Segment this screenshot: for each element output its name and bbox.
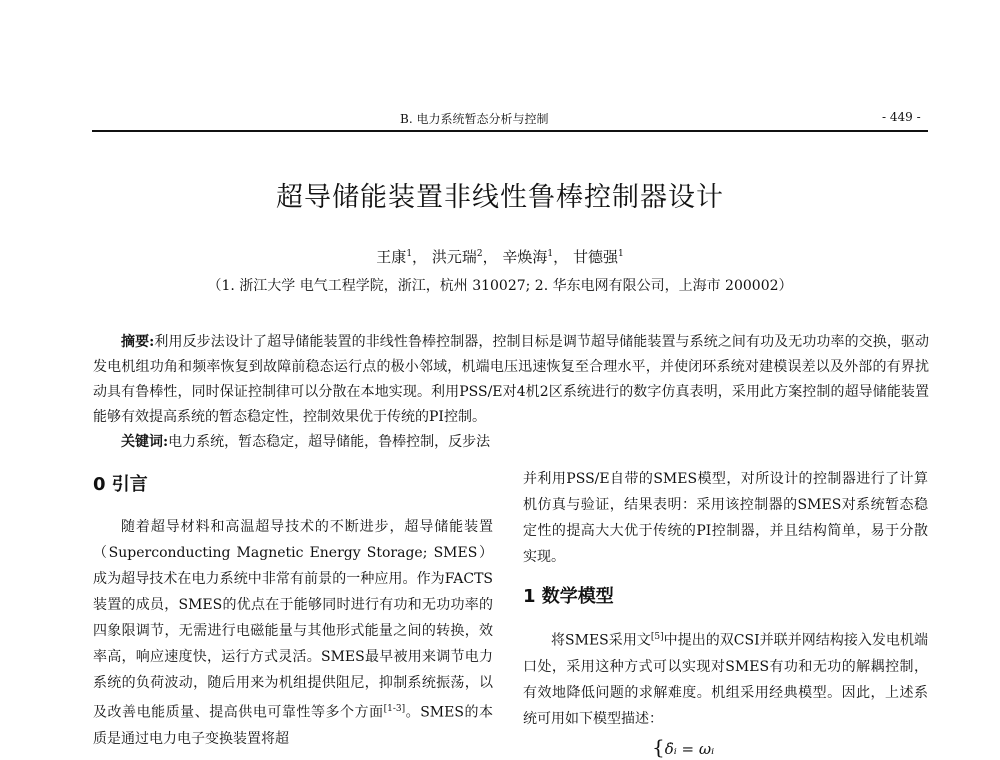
keywords-text: 电力系统，暂态稳定，超导储能，鲁棒控制，反步法 [168, 434, 491, 450]
abstract-block [93, 330, 929, 455]
model-paragraph [523, 624, 928, 732]
author-name: 洪元瑞 [431, 248, 477, 266]
abstract-text: 利用反步法设计了超导储能装置的非线性鲁棒控制器，控制目标是调节超导储能装置与系统之间有功及无功功率的交换，驱动发电机组功角和频率恢复到故障前稳态运行点的极小邻域，机端电压迅速恢复至合理水平，并使闭环系统对建模误差以及外部的有界扰动具有鲁棒性，同时保证控制律可以分散在本地实现。利用PSS/E对4机2区系统进行的数字仿真表明，采用此方案控制的超导储能装置能够有效提高系统的暂态稳定性，控制效果优于传统的PI控制。 [93, 334, 929, 425]
equation [652, 735, 714, 759]
author-separator: ， [553, 248, 569, 266]
left-column [93, 466, 493, 752]
header-rule [92, 130, 928, 132]
running-head-title: B. 电力系统暂态分析与控制 [400, 112, 549, 126]
equation-brace: { [652, 735, 665, 759]
right-column [523, 466, 928, 732]
author-separator: ， [412, 248, 428, 266]
author-name: 甘德强 [572, 248, 618, 266]
model-text-continued: 中提出的双CSI并联并网结构接入发电机端口处，采用这种方式可以实现对SMES有功和无功的解耦控制，有效地降低问题的求解难度。机组采用经典模型。因此，上述系统可用如下模型描述： [523, 632, 928, 727]
author-name: 辛焕海 [502, 248, 548, 266]
abstract-paragraph [93, 330, 929, 430]
intro-paragraph [93, 514, 493, 752]
citation-ref: [5] [650, 632, 664, 642]
keywords-paragraph [93, 430, 929, 455]
citation-ref: [1-3] [383, 704, 406, 714]
abstract-label: 摘要: [121, 334, 155, 350]
model-text: 将SMES采用文 [551, 632, 651, 649]
paper-title: 超导储能装置非线性鲁棒控制器设计 [276, 182, 724, 213]
author-affil-mark: 1 [406, 249, 413, 259]
author-separator: ， [482, 248, 498, 266]
affiliation: （1. 浙江大学 电气工程学院，浙江，杭州 310027; 2. 华东电网有限公司，上海市 200002） [207, 278, 793, 294]
author-affil-mark: 1 [547, 249, 554, 259]
intro-conclusion-paragraph: 并利用PSS/E自带的SMES模型，对所设计的控制器进行了计算机仿真与验证，结果表明：采用该控制器的SMES对系统暂态稳定性的提高大大优于传统的PI控制器，并且结构简单，易于分散实现。 [523, 471, 928, 565]
author-name: 王康 [376, 248, 407, 266]
intro-text: 随着超导材料和高温超导技术的不断进步，超导储能装置（Superconducting Magnetic Energy Storage; SMES）成为超导技术在电力系统中非常有前景的一种应用。作为FACTS装置的成员，SMES的优点在于能够同时进行有功和无功功率的四象限调节，无需进行电磁能量与其他形式能量之间的转换，效率高，响应速度快，运行方式灵活。SMES最早被用来调节电力系统的负荷波动，随后用来为机组提供阻尼，抑制系统振荡，以及改善电能质量、提高供电可靠性等多个方面 [93, 519, 493, 721]
author-affil-mark: 2 [476, 249, 483, 259]
intro-text-continued: 。SMES的本质是通过电力电子变换装置将超 [93, 704, 493, 747]
author-list [0, 246, 1000, 267]
page-number: - 449 - [882, 110, 921, 124]
author-affil-mark: 1 [617, 249, 624, 259]
keywords-label: 关键词: [121, 434, 169, 450]
section-heading-introduction: 0 引言 [93, 474, 148, 495]
equation-text: δ̇ᵢ = ωᵢ [664, 740, 715, 758]
section-heading-math-model: 1 数学模型 [523, 586, 614, 607]
